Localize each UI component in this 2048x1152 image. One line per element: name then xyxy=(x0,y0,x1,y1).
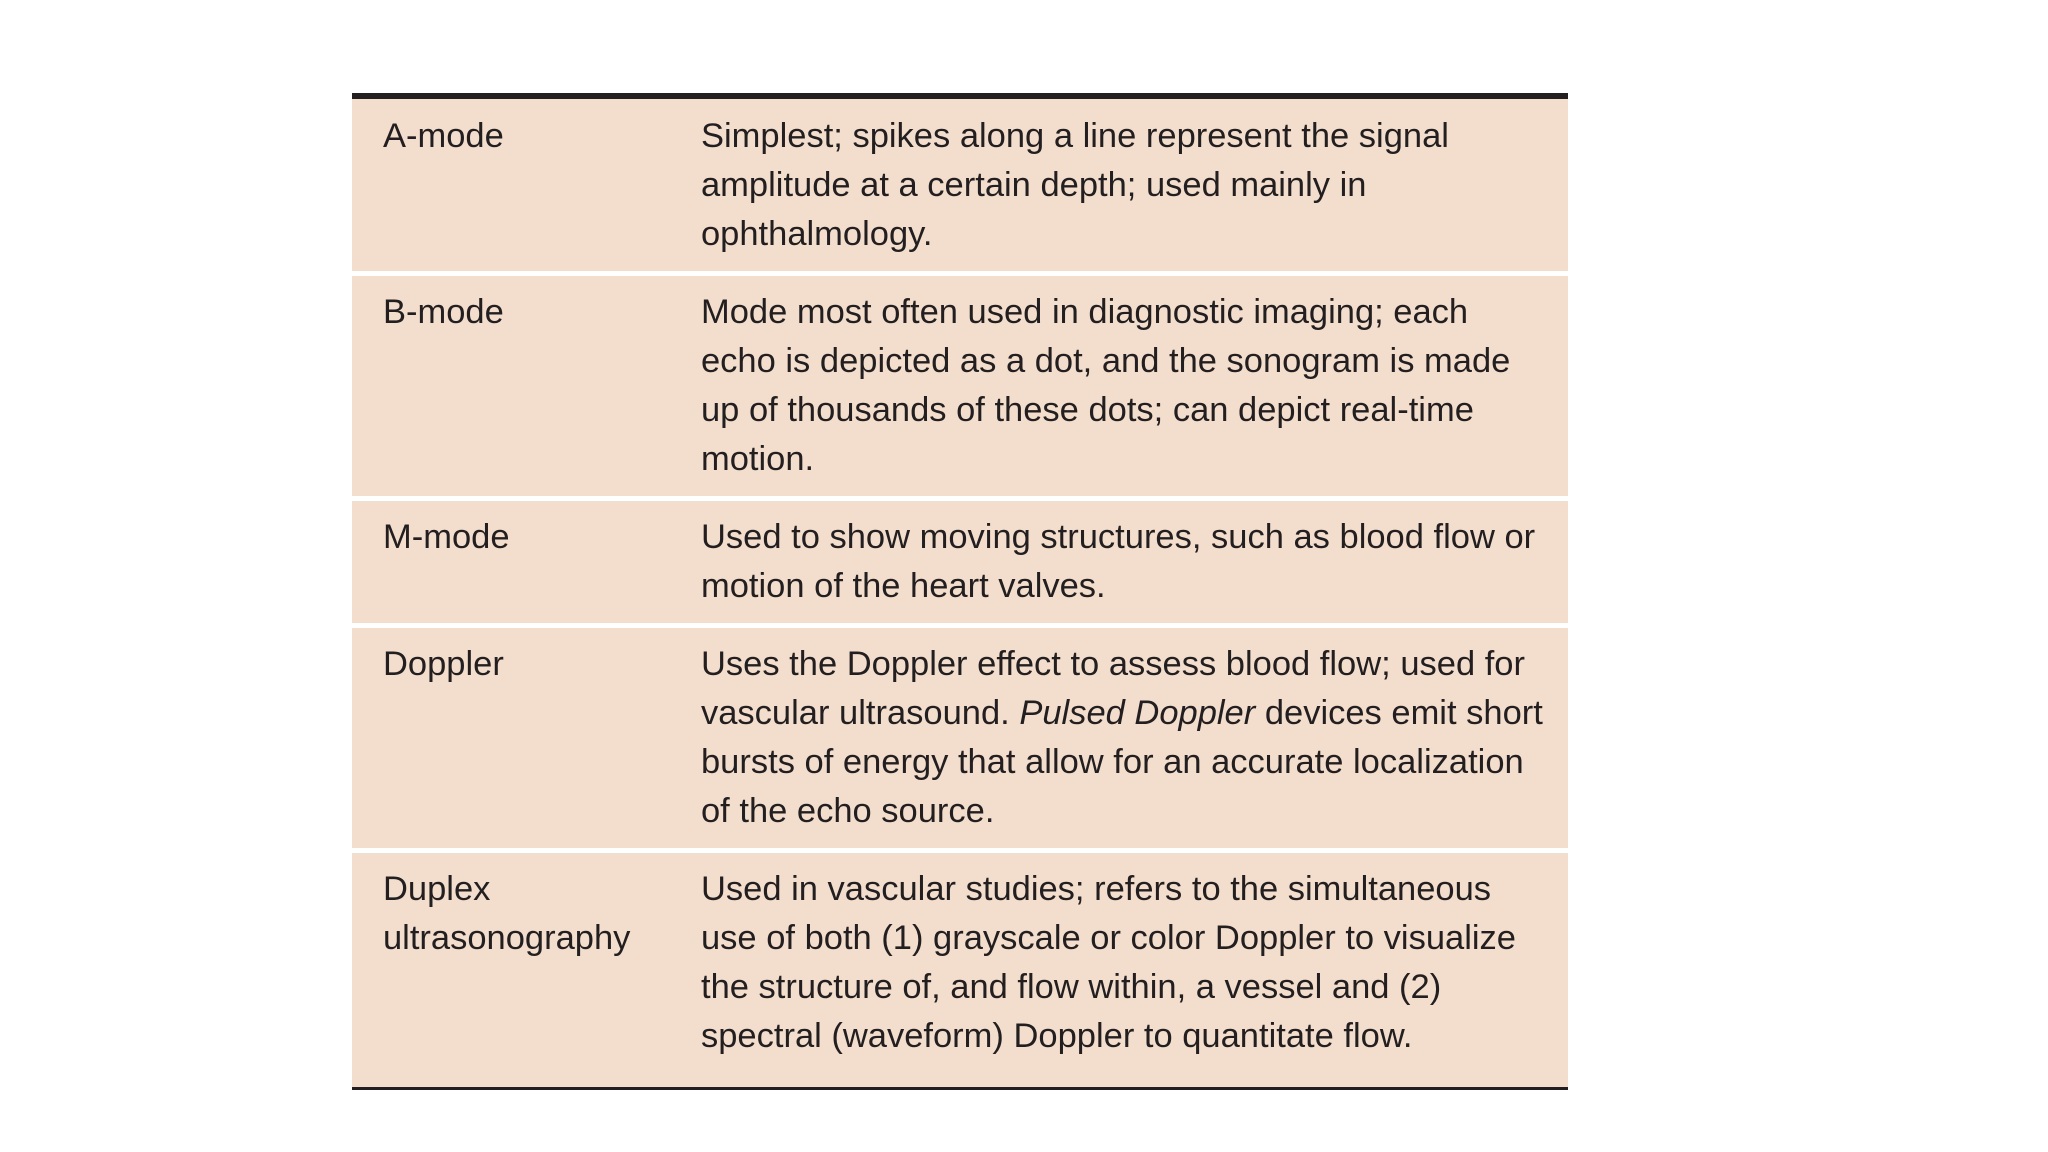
description-cell xyxy=(701,274,1568,499)
table-bottom-rule xyxy=(352,1087,1568,1090)
mode-cell: Duplex ultrasonography xyxy=(352,851,701,1088)
description-text: devices emit short bursts of energy that allow for an accurate localization of the echo source. xyxy=(701,694,1543,830)
table-row xyxy=(352,626,1568,851)
description-text: Simplest; spikes along a line represent the signal amplitude at a certain depth; used mainly in ophthalmology. xyxy=(701,117,1449,253)
description-emphasis: Pulsed Doppler xyxy=(1019,694,1256,732)
mode-cell: B-mode xyxy=(352,274,701,499)
description-cell xyxy=(701,99,1568,274)
description-cell xyxy=(701,499,1568,626)
description-text: Used in vascular studies; refers to the simultaneous use of both (1) grayscale or color Doppler to visualize the structure of, and flow within, a vessel and (2) spectral (waveform) Doppler to quantitate flow. xyxy=(701,870,1516,1055)
description-text: Mode most often used in diagnostic imaging; each echo is depicted as a dot, and the sonogram is made up of thousands of these dots; can depict real-time motion. xyxy=(701,293,1511,478)
table-row xyxy=(352,499,1568,626)
mode-cell: Doppler xyxy=(352,626,701,851)
mode-cell: A-mode xyxy=(352,99,701,274)
modes-table-grid xyxy=(352,99,1568,1087)
description-text: Used to show moving structures, such as blood flow or motion of the heart valves. xyxy=(701,518,1536,605)
description-text: Uses the Doppler effect to assess blood flow; used for vascular ultrasound. xyxy=(701,645,1525,732)
mode-cell: M-mode xyxy=(352,499,701,626)
table-row xyxy=(352,274,1568,499)
description-cell xyxy=(701,626,1568,851)
ultrasound-modes-table xyxy=(352,93,1568,1090)
table-row xyxy=(352,851,1568,1088)
description-cell xyxy=(701,851,1568,1088)
table-row xyxy=(352,99,1568,274)
